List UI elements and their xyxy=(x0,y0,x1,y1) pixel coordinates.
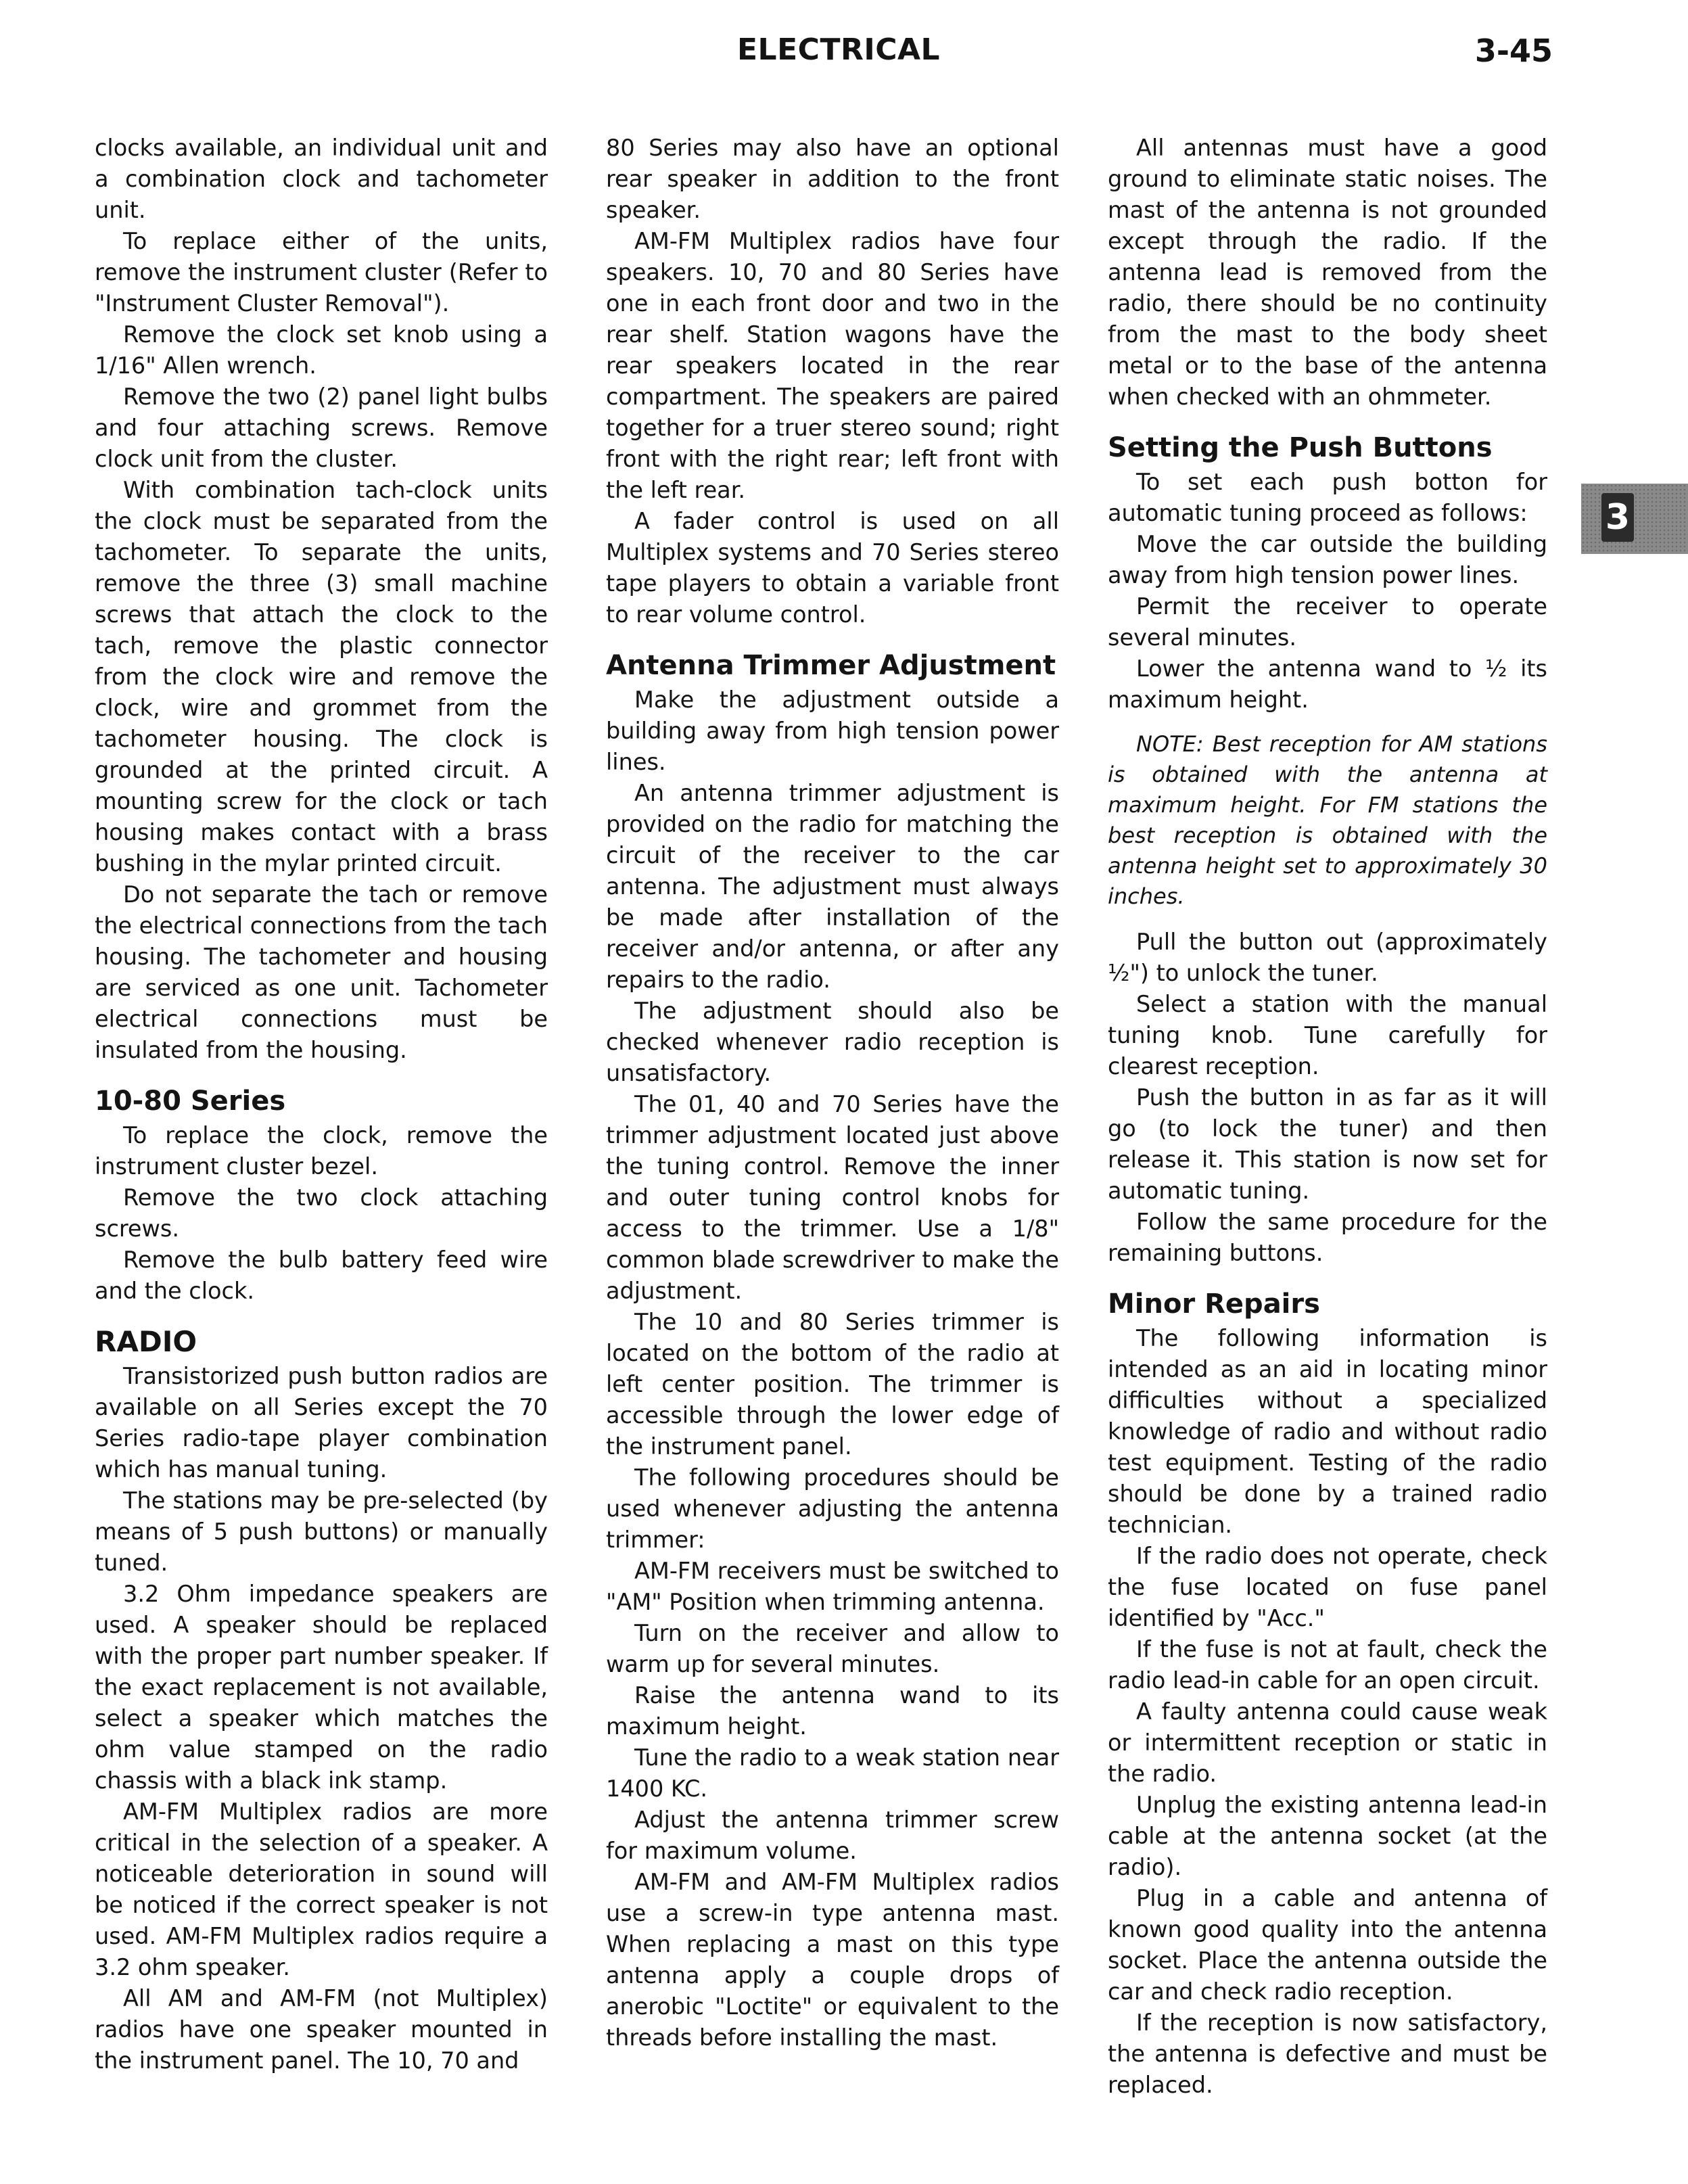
paragraph: 80 Series may also have an optional rear speaker in addition to the front speaker. xyxy=(606,135,1059,223)
heading-minor-repairs: Minor Repairs xyxy=(1108,1288,1320,1320)
paragraph: The stations may be pre-selected (by means of 5 push buttons) or manually tuned. xyxy=(95,1487,548,1576)
heading-10-80-series: 10-80 Series xyxy=(95,1086,286,1117)
paragraph: Tune the radio to a weak station near 1400 KC. xyxy=(606,1744,1059,1802)
paragraph: The 10 and 80 Series trimmer is located on the bottom of the radio at left center position. The trimmer is accessible through the lower edge of the instrument panel. xyxy=(606,1309,1059,1460)
paragraph: If the radio does not operate, check the fuse located on fuse panel identified by "Acc." xyxy=(1108,1543,1547,1631)
paragraph: Remove the bulb battery feed wire and the clock. xyxy=(95,1247,548,1304)
paragraph: 3.2 Ohm impedance speakers are used. A speaker should be replaced with the proper part number speaker. If the exact replacement is not available, select a speaker which matches the ohm value stamped on the radio chassis with a black ink stamp. xyxy=(95,1581,548,1794)
paragraph: Plug in a cable and antenna of known good quality into the antenna socket. Place the antenna outside the car and check radio reception. xyxy=(1108,1885,1547,2005)
paragraph: AM-FM Multiplex radios have four speakers. 10, 70 and 80 Series have one in each front door and two in the rear shelf. Station wagons have the rear speakers located in the rear compartment. The speakers are paired together for a truer stereo sound; right front with the right rear; left front with the left rear. xyxy=(606,228,1059,503)
paragraph: AM-FM receivers must be switched to "AM" Position when trimming antenna. xyxy=(606,1558,1059,1615)
paragraph: Unplug the existing antenna lead-in cable at the antenna socket (at the radio). xyxy=(1108,1792,1547,1880)
paragraph: Adjust the antenna trimmer screw for maximum volume. xyxy=(606,1807,1059,1864)
paragraph: AM-FM Multiplex radios are more critical in the selection of a speaker. A noticeable deterioration in sound will be noticed if the correct speaker is not used. AM-FM Multiplex radios require a 3.2 ohm speaker. xyxy=(95,1798,548,1980)
paragraph: All AM and AM-FM (not Multiplex) radios have one speaker mounted in the instrument panel. The 10, 70 and xyxy=(95,1985,548,2074)
paragraph: Raise the antenna wand to its maximum height. xyxy=(606,1682,1059,1740)
paragraph: Transistorized push button radios are available on all Series except the 70 Series radio-tape player combination which has manual tuning. xyxy=(95,1363,548,1483)
column-3 xyxy=(1108,133,1547,2101)
note: NOTE: Best reception for AM stations is obtained with the antenna at maximum height. For FM stations the best reception is obtained with the antenna height set to approximately 30 inches. xyxy=(1108,731,1547,909)
column-2 xyxy=(606,133,1059,2053)
paragraph: Remove the two clock attaching screws. xyxy=(95,1184,548,1242)
paragraph: With combination tach-clock units the clock must be separated from the tachometer. To separate the units, remove the three (3) small machine screws that attach the clock to the tach, remove the plastic connector from the clock wire and remove the clock, wire and grommet from the tachometer housing. The clock is grounded at the printed circuit. A mounting screw for the clock or tach housing makes contact with a brass bushing in the mylar printed circuit. xyxy=(95,477,548,877)
column-1 xyxy=(95,133,548,2076)
paragraph: Remove the two (2) panel light bulbs and four attaching screws. Remove clock unit from the cluster. xyxy=(95,384,548,472)
section-tab xyxy=(1581,484,1688,554)
paragraph: All antennas must have a good ground to eliminate static noises. The mast of the antenna is not grounded except through the radio. If the antenna lead is removed from the radio, there should be no continuity from the mast to the body sheet metal or to the base of the antenna when checked with an ohmmeter. xyxy=(1108,135,1547,410)
paragraph: clocks available, an individual unit and a combination clock and tachometer unit. xyxy=(95,135,548,223)
paragraph: The 01, 40 and 70 Series have the trimmer adjustment located just above the tuning control. Remove the inner and outer tuning control knobs for access to the trimmer. Use a 1/8" common blade screwdriver to make the adjustment. xyxy=(606,1091,1059,1304)
paragraph: AM-FM and AM-FM Multiplex radios use a screw-in type antenna mast. When replacing a mast on this type antenna apply a couple drops of anerobic "Loctite" or equivalent to the threads before installing the mast. xyxy=(606,1869,1059,2051)
section-tab-label: 3 xyxy=(1601,493,1634,542)
page-number: 3-45 xyxy=(1474,32,1553,69)
paragraph: Pull the button out (approximately ½") to unlock the tuner. xyxy=(1108,929,1547,986)
paragraph: Lower the antenna wand to ½ its maximum height. xyxy=(1108,655,1547,713)
section-title: ELECTRICAL xyxy=(737,32,941,67)
paragraph: A fader control is used on all Multiplex systems and 70 Series stereo tape players to obtain a variable front to rear volume control. xyxy=(606,508,1059,628)
paragraph: Move the car outside the building away from high tension power lines. xyxy=(1108,531,1547,588)
paragraph: A faulty antenna could cause weak or intermittent reception or static in the radio. xyxy=(1108,1698,1547,1787)
heading-antenna-trimmer: Antenna Trimmer Adjustment xyxy=(606,650,1056,681)
paragraph: If the reception is now satisfactory, the antenna is defective and must be replaced. xyxy=(1108,2009,1547,2098)
paragraph: To replace either of the units, remove the instrument cluster (Refer to "Instrument Cluster Removal"). xyxy=(95,228,548,317)
paragraph: Do not separate the tach or remove the electrical connections from the tach housing. The tachometer and housing are serviced as one unit. Tachometer electrical connections must be insulated from the housing. xyxy=(95,881,548,1063)
paragraph: Turn on the receiver and allow to warm up for several minutes. xyxy=(606,1620,1059,1677)
paragraph: An antenna trimmer adjustment is provided on the radio for matching the circuit of the receiver to the car antenna. The adjustment must always be made after installation of the receiver and/or antenna, or after any repairs to the radio. xyxy=(606,780,1059,993)
paragraph: Follow the same procedure for the remaining buttons. xyxy=(1108,1209,1547,1266)
paragraph: Permit the receiver to operate several minutes. xyxy=(1108,593,1547,651)
paragraph: If the fuse is not at fault, check the radio lead-in cable for an open circuit. xyxy=(1108,1636,1547,1694)
paragraph: Remove the clock set knob using a 1/16" Allen wrench. xyxy=(95,321,548,379)
paragraph: Make the adjustment outside a building away from high tension power lines. xyxy=(606,687,1059,775)
paragraph: Push the button in as far as it will go (to lock the tuner) and then release it. This station is now set for automatic tuning. xyxy=(1108,1084,1547,1204)
paragraph: To set each push botton for automatic tuning proceed as follows: xyxy=(1108,469,1547,526)
paragraph: The following information is intended as an aid in locating minor difficulties without a specialized knowledge of radio and without radio test equipment. Testing of the radio should be done by a trained radio technician. xyxy=(1108,1325,1547,1538)
heading-radio: RADIO xyxy=(95,1325,197,1358)
paragraph: Select a station with the manual tuning knob. Tune carefully for clearest reception. xyxy=(1108,991,1547,1079)
heading-push-buttons: Setting the Push Buttons xyxy=(1108,432,1493,463)
paragraph: To replace the clock, remove the instrument cluster bezel. xyxy=(95,1122,548,1180)
paragraph: The following procedures should be used whenever adjusting the antenna trimmer: xyxy=(606,1464,1059,1553)
paragraph: The adjustment should also be checked whenever radio reception is unsatisfactory. xyxy=(606,998,1059,1086)
